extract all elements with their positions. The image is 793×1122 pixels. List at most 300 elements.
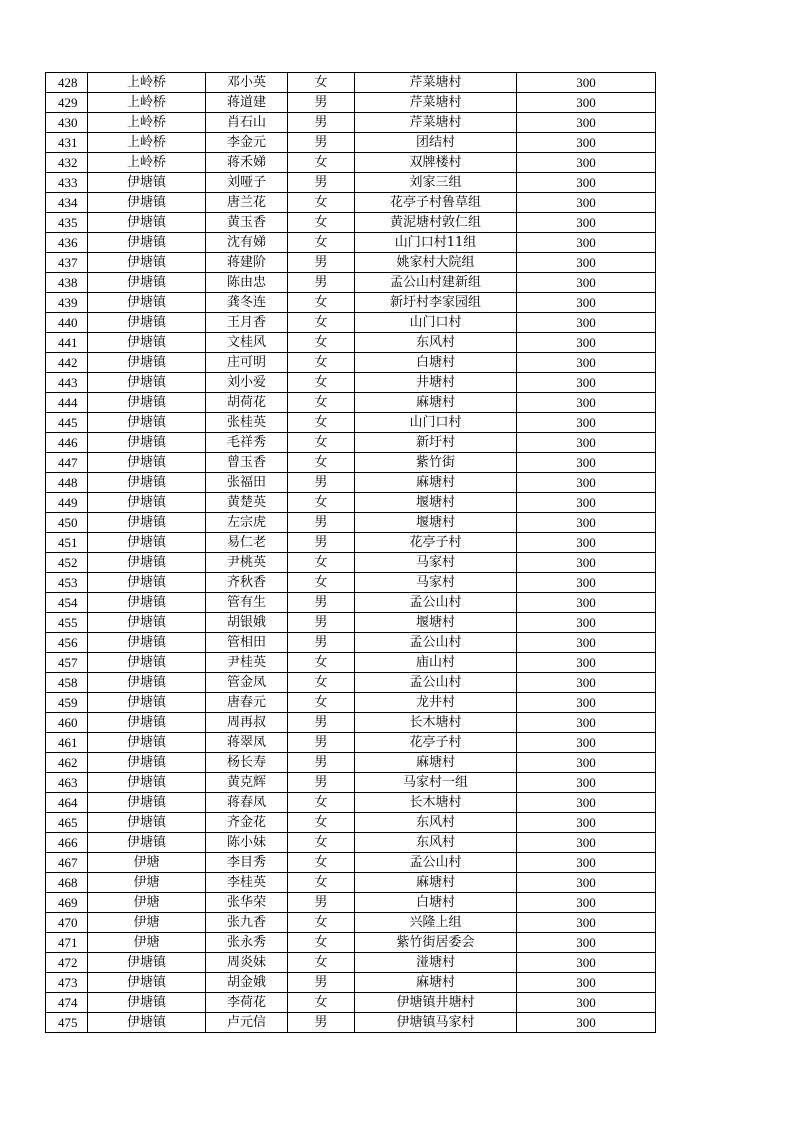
row-number-cell: 455 (46, 613, 88, 633)
table-row (46, 993, 656, 1013)
village-cell: 芹菜塘村 (355, 73, 517, 93)
village-cell: 马家村 (355, 573, 517, 593)
name-cell: 张永秀 (206, 933, 288, 953)
village-cell: 山门口村 (355, 313, 517, 333)
row-number-cell: 442 (46, 353, 88, 373)
village-cell: 山门口村 (355, 413, 517, 433)
table-row (46, 693, 656, 713)
row-number-cell: 453 (46, 573, 88, 593)
table-row (46, 153, 656, 173)
gender-cell: 男 (288, 713, 355, 733)
table-row (46, 313, 656, 333)
row-number-cell: 464 (46, 793, 88, 813)
amount-cell: 300 (517, 73, 656, 93)
amount-cell: 300 (517, 693, 656, 713)
town-cell: 伊塘 (88, 893, 206, 913)
row-number-cell: 447 (46, 453, 88, 473)
town-cell: 伊塘镇 (88, 473, 206, 493)
town-cell: 上岭桥 (88, 73, 206, 93)
row-number-cell: 443 (46, 373, 88, 393)
row-number-cell: 428 (46, 73, 88, 93)
row-number-cell: 463 (46, 773, 88, 793)
town-cell: 伊塘镇 (88, 973, 206, 993)
name-cell: 张九香 (206, 913, 288, 933)
amount-cell: 300 (517, 813, 656, 833)
name-cell: 文桂风 (206, 333, 288, 353)
town-cell: 伊塘镇 (88, 433, 206, 453)
name-cell: 李金元 (206, 133, 288, 153)
gender-cell: 男 (288, 633, 355, 653)
village-cell: 东风村 (355, 333, 517, 353)
town-cell: 伊塘镇 (88, 773, 206, 793)
name-cell: 杨长寿 (206, 753, 288, 773)
table-row (46, 273, 656, 293)
gender-cell: 男 (288, 253, 355, 273)
name-cell: 邓小英 (206, 73, 288, 93)
amount-cell: 300 (517, 673, 656, 693)
amount-cell: 300 (517, 1013, 656, 1033)
table-row (46, 133, 656, 153)
town-cell: 伊塘镇 (88, 533, 206, 553)
gender-cell: 女 (288, 793, 355, 813)
village-cell: 新圩村李家园组 (355, 293, 517, 313)
town-cell: 伊塘镇 (88, 313, 206, 333)
name-cell: 李荷花 (206, 993, 288, 1013)
name-cell: 唐春元 (206, 693, 288, 713)
gender-cell: 女 (288, 493, 355, 513)
town-cell: 伊塘镇 (88, 193, 206, 213)
town-cell: 伊塘镇 (88, 513, 206, 533)
row-number-cell: 454 (46, 593, 88, 613)
town-cell: 伊塘镇 (88, 553, 206, 573)
row-number-cell: 472 (46, 953, 88, 973)
table-row (46, 93, 656, 113)
table-row (46, 513, 656, 533)
gender-cell: 女 (288, 373, 355, 393)
gender-cell: 女 (288, 153, 355, 173)
row-number-cell: 458 (46, 673, 88, 693)
town-cell: 伊塘镇 (88, 813, 206, 833)
row-number-cell: 441 (46, 333, 88, 353)
gender-cell: 男 (288, 1013, 355, 1033)
village-cell: 紫竹街居委会 (355, 933, 517, 953)
town-cell: 上岭桥 (88, 133, 206, 153)
town-cell: 伊塘镇 (88, 953, 206, 973)
amount-cell: 300 (517, 733, 656, 753)
amount-cell: 300 (517, 773, 656, 793)
village-cell: 麻塘村 (355, 393, 517, 413)
amount-cell: 300 (517, 293, 656, 313)
name-cell: 唐兰花 (206, 193, 288, 213)
table-row (46, 973, 656, 993)
village-cell: 堰塘村 (355, 493, 517, 513)
village-cell: 孟公山村 (355, 593, 517, 613)
gender-cell: 女 (288, 913, 355, 933)
gender-cell: 女 (288, 73, 355, 93)
table-row (46, 673, 656, 693)
town-cell: 伊塘镇 (88, 633, 206, 653)
table-row (46, 413, 656, 433)
amount-cell: 300 (517, 993, 656, 1013)
town-cell: 伊塘镇 (88, 593, 206, 613)
gender-cell: 男 (288, 93, 355, 113)
row-number-cell: 456 (46, 633, 88, 653)
row-number-cell: 429 (46, 93, 88, 113)
table-row (46, 213, 656, 233)
table-row (46, 833, 656, 853)
town-cell: 伊塘镇 (88, 993, 206, 1013)
amount-cell: 300 (517, 453, 656, 473)
amount-cell: 300 (517, 593, 656, 613)
table-row (46, 653, 656, 673)
gender-cell: 男 (288, 613, 355, 633)
amount-cell: 300 (517, 213, 656, 233)
name-cell: 毛祥秀 (206, 433, 288, 453)
village-cell: 花亭子村 (355, 533, 517, 553)
amount-cell: 300 (517, 553, 656, 573)
name-cell: 胡银娥 (206, 613, 288, 633)
amount-cell: 300 (517, 853, 656, 873)
town-cell: 伊塘镇 (88, 493, 206, 513)
town-cell: 伊塘镇 (88, 673, 206, 693)
name-cell: 管有生 (206, 593, 288, 613)
gender-cell: 女 (288, 693, 355, 713)
table-row (46, 433, 656, 453)
gender-cell: 女 (288, 993, 355, 1013)
village-cell: 长木塘村 (355, 713, 517, 733)
gender-cell: 男 (288, 893, 355, 913)
table-row (46, 253, 656, 273)
amount-cell: 300 (517, 873, 656, 893)
table-row (46, 753, 656, 773)
gender-cell: 女 (288, 313, 355, 333)
row-number-cell: 438 (46, 273, 88, 293)
village-cell: 伊塘镇马家村 (355, 1013, 517, 1033)
row-number-cell: 448 (46, 473, 88, 493)
amount-cell: 300 (517, 193, 656, 213)
table-row (46, 493, 656, 513)
name-cell: 刘小爱 (206, 373, 288, 393)
row-number-cell: 439 (46, 293, 88, 313)
row-number-cell: 462 (46, 753, 88, 773)
table-row (46, 373, 656, 393)
gender-cell: 女 (288, 353, 355, 373)
village-cell: 刘家三组 (355, 173, 517, 193)
village-cell: 东风村 (355, 833, 517, 853)
gender-cell: 男 (288, 133, 355, 153)
town-cell: 伊塘镇 (88, 393, 206, 413)
village-cell: 白塘村 (355, 353, 517, 373)
amount-cell: 300 (517, 233, 656, 253)
table-row (46, 193, 656, 213)
village-cell: 长木塘村 (355, 793, 517, 813)
village-cell: 紫竹街 (355, 453, 517, 473)
table-row (46, 73, 656, 93)
name-cell: 管金凤 (206, 673, 288, 693)
village-cell: 孟公山村 (355, 853, 517, 873)
name-cell: 庄可明 (206, 353, 288, 373)
town-cell: 伊塘镇 (88, 233, 206, 253)
village-cell: 井塘村 (355, 373, 517, 393)
row-number-cell: 469 (46, 893, 88, 913)
row-number-cell: 434 (46, 193, 88, 213)
row-number-cell: 473 (46, 973, 88, 993)
village-cell: 麻塘村 (355, 873, 517, 893)
amount-cell: 300 (517, 913, 656, 933)
table-row (46, 293, 656, 313)
village-cell: 孟公山村建新组 (355, 273, 517, 293)
town-cell: 伊塘镇 (88, 213, 206, 233)
name-cell: 蒋禾娣 (206, 153, 288, 173)
town-cell: 上岭桥 (88, 113, 206, 133)
table-row (46, 853, 656, 873)
table-row (46, 233, 656, 253)
name-cell: 肖石山 (206, 113, 288, 133)
gender-cell: 女 (288, 873, 355, 893)
gender-cell: 男 (288, 773, 355, 793)
name-cell: 张福田 (206, 473, 288, 493)
row-number-cell: 450 (46, 513, 88, 533)
table-row (46, 573, 656, 593)
name-cell: 周再叔 (206, 713, 288, 733)
name-cell: 龚冬连 (206, 293, 288, 313)
gender-cell: 女 (288, 213, 355, 233)
name-cell: 刘哑子 (206, 173, 288, 193)
name-cell: 李桂英 (206, 873, 288, 893)
row-number-cell: 459 (46, 693, 88, 713)
gender-cell: 男 (288, 113, 355, 133)
row-number-cell: 444 (46, 393, 88, 413)
town-cell: 伊塘镇 (88, 333, 206, 353)
village-cell: 新圩村 (355, 433, 517, 453)
gender-cell: 男 (288, 973, 355, 993)
gender-cell: 女 (288, 453, 355, 473)
amount-cell: 300 (517, 433, 656, 453)
town-cell: 伊塘镇 (88, 253, 206, 273)
village-cell: 芹菜塘村 (355, 113, 517, 133)
town-cell: 伊塘镇 (88, 293, 206, 313)
village-cell: 堰塘村 (355, 513, 517, 533)
name-cell: 尹桃英 (206, 553, 288, 573)
name-cell: 王月香 (206, 313, 288, 333)
village-cell: 湴塘村 (355, 953, 517, 973)
row-number-cell: 461 (46, 733, 88, 753)
name-cell: 张桂英 (206, 413, 288, 433)
amount-cell: 300 (517, 533, 656, 553)
village-cell: 孟公山村 (355, 633, 517, 653)
amount-cell: 300 (517, 413, 656, 433)
name-cell: 黄玉香 (206, 213, 288, 233)
village-cell: 庙山村 (355, 653, 517, 673)
gender-cell: 女 (288, 813, 355, 833)
table-row (46, 633, 656, 653)
amount-cell: 300 (517, 353, 656, 373)
row-number-cell: 471 (46, 933, 88, 953)
amount-cell: 300 (517, 933, 656, 953)
amount-cell: 300 (517, 113, 656, 133)
village-cell: 麻塘村 (355, 973, 517, 993)
table-row (46, 1013, 656, 1033)
town-cell: 伊塘镇 (88, 833, 206, 853)
town-cell: 伊塘镇 (88, 733, 206, 753)
amount-cell: 300 (517, 653, 656, 673)
amount-cell: 300 (517, 473, 656, 493)
village-cell: 麻塘村 (355, 753, 517, 773)
town-cell: 伊塘镇 (88, 613, 206, 633)
amount-cell: 300 (517, 973, 656, 993)
row-number-cell: 451 (46, 533, 88, 553)
amount-cell: 300 (517, 133, 656, 153)
town-cell: 伊塘镇 (88, 353, 206, 373)
town-cell: 伊塘镇 (88, 373, 206, 393)
amount-cell: 300 (517, 833, 656, 853)
gender-cell: 男 (288, 273, 355, 293)
amount-cell: 300 (517, 393, 656, 413)
gender-cell: 女 (288, 293, 355, 313)
amount-cell: 300 (517, 613, 656, 633)
gender-cell: 女 (288, 333, 355, 353)
gender-cell: 女 (288, 393, 355, 413)
table-row (46, 173, 656, 193)
table-row (46, 593, 656, 613)
amount-cell: 300 (517, 573, 656, 593)
row-number-cell: 440 (46, 313, 88, 333)
town-cell: 伊塘 (88, 853, 206, 873)
gender-cell: 女 (288, 233, 355, 253)
village-cell: 麻塘村 (355, 473, 517, 493)
row-number-cell: 432 (46, 153, 88, 173)
table-row (46, 713, 656, 733)
table-row (46, 333, 656, 353)
gender-cell: 女 (288, 933, 355, 953)
amount-cell: 300 (517, 373, 656, 393)
table-row (46, 393, 656, 413)
name-cell: 蒋春凤 (206, 793, 288, 813)
amount-cell: 300 (517, 893, 656, 913)
name-cell: 齐金花 (206, 813, 288, 833)
name-cell: 沈有娣 (206, 233, 288, 253)
row-number-cell: 474 (46, 993, 88, 1013)
amount-cell: 300 (517, 333, 656, 353)
gender-cell: 女 (288, 953, 355, 973)
amount-cell: 300 (517, 633, 656, 653)
table-row (46, 913, 656, 933)
gender-cell: 男 (288, 513, 355, 533)
name-cell: 李目秀 (206, 853, 288, 873)
row-number-cell: 466 (46, 833, 88, 853)
amount-cell: 300 (517, 313, 656, 333)
village-cell: 龙井村 (355, 693, 517, 713)
row-number-cell: 449 (46, 493, 88, 513)
table-row (46, 773, 656, 793)
name-cell: 陈小妹 (206, 833, 288, 853)
village-cell: 东风村 (355, 813, 517, 833)
village-cell: 团结村 (355, 133, 517, 153)
name-cell: 蒋道建 (206, 93, 288, 113)
row-number-cell: 467 (46, 853, 88, 873)
gender-cell: 女 (288, 433, 355, 453)
row-number-cell: 460 (46, 713, 88, 733)
row-number-cell: 431 (46, 133, 88, 153)
row-number-cell: 445 (46, 413, 88, 433)
town-cell: 伊塘镇 (88, 713, 206, 733)
row-number-cell: 457 (46, 653, 88, 673)
name-cell: 尹桂英 (206, 653, 288, 673)
name-cell: 胡荷花 (206, 393, 288, 413)
recipients-table (45, 72, 656, 1033)
village-cell: 姚家村大院组 (355, 253, 517, 273)
town-cell: 上岭桥 (88, 93, 206, 113)
row-number-cell: 475 (46, 1013, 88, 1033)
amount-cell: 300 (517, 173, 656, 193)
town-cell: 伊塘镇 (88, 573, 206, 593)
gender-cell: 男 (288, 733, 355, 753)
table-row (46, 733, 656, 753)
row-number-cell: 468 (46, 873, 88, 893)
town-cell: 上岭桥 (88, 153, 206, 173)
gender-cell: 男 (288, 593, 355, 613)
village-cell: 花亭子村 (355, 733, 517, 753)
name-cell: 左宗虎 (206, 513, 288, 533)
village-cell: 伊塘镇井塘村 (355, 993, 517, 1013)
amount-cell: 300 (517, 793, 656, 813)
row-number-cell: 437 (46, 253, 88, 273)
village-cell: 芹菜塘村 (355, 93, 517, 113)
amount-cell: 300 (517, 253, 656, 273)
table-row (46, 553, 656, 573)
row-number-cell: 435 (46, 213, 88, 233)
name-cell: 齐秋香 (206, 573, 288, 593)
table-row (46, 793, 656, 813)
town-cell: 伊塘镇 (88, 753, 206, 773)
town-cell: 伊塘 (88, 873, 206, 893)
town-cell: 伊塘镇 (88, 173, 206, 193)
town-cell: 伊塘镇 (88, 793, 206, 813)
table-row (46, 953, 656, 973)
amount-cell: 300 (517, 493, 656, 513)
village-cell: 黄泥塘村敦仁组 (355, 213, 517, 233)
name-cell: 易仁老 (206, 533, 288, 553)
table-row (46, 453, 656, 473)
amount-cell: 300 (517, 513, 656, 533)
table-row (46, 473, 656, 493)
village-cell: 兴隆上组 (355, 913, 517, 933)
village-cell: 马家村一组 (355, 773, 517, 793)
name-cell: 黄楚英 (206, 493, 288, 513)
table-row (46, 533, 656, 553)
amount-cell: 300 (517, 273, 656, 293)
village-cell: 双牌楼村 (355, 153, 517, 173)
gender-cell: 女 (288, 573, 355, 593)
table-row (46, 873, 656, 893)
table-row (46, 893, 656, 913)
name-cell: 曾玉香 (206, 453, 288, 473)
amount-cell: 300 (517, 713, 656, 733)
town-cell: 伊塘镇 (88, 693, 206, 713)
name-cell: 卢元信 (206, 1013, 288, 1033)
name-cell: 管相田 (206, 633, 288, 653)
row-number-cell: 452 (46, 553, 88, 573)
row-number-cell: 470 (46, 913, 88, 933)
name-cell: 张华荣 (206, 893, 288, 913)
village-cell: 白塘村 (355, 893, 517, 913)
gender-cell: 男 (288, 473, 355, 493)
table-row (46, 113, 656, 133)
gender-cell: 男 (288, 173, 355, 193)
amount-cell: 300 (517, 753, 656, 773)
table-row (46, 813, 656, 833)
gender-cell: 男 (288, 753, 355, 773)
